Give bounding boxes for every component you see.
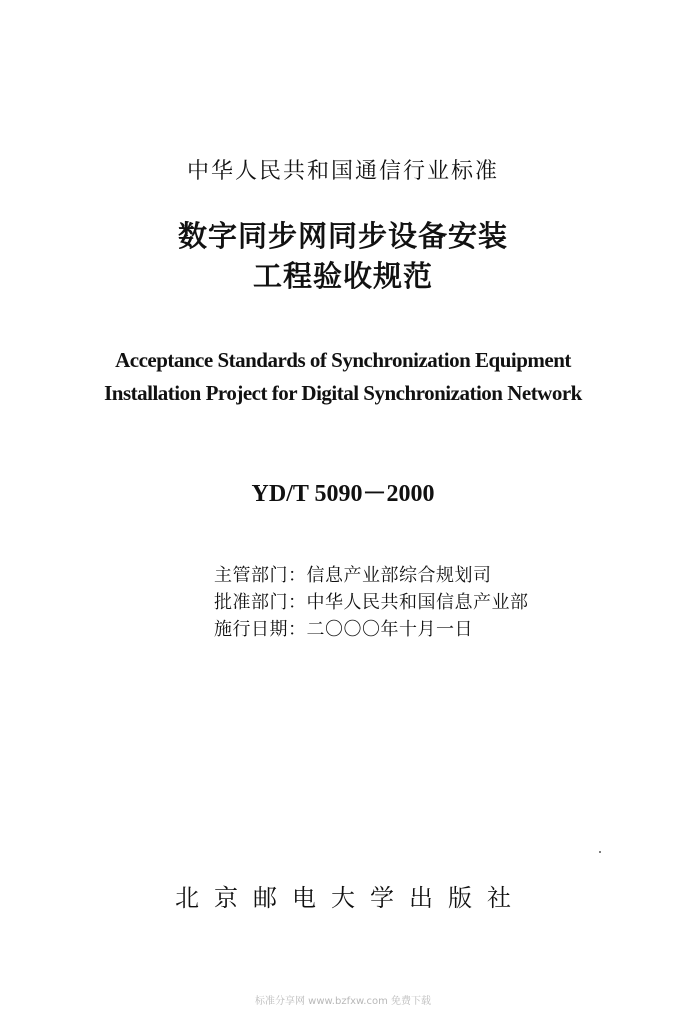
standard-number: YD/T 5090－2000 (251, 481, 435, 507)
publisher-name: 北京邮电大学出版社 (175, 884, 526, 912)
chinese-title-line-1: 数字同步网同步设备安装 (177, 219, 508, 253)
english-title-line-1: Acceptance Standards of Synchronization Equipment (115, 348, 571, 372)
english-title-line-2: Installation Project for Digital Synchronization Network (104, 381, 582, 405)
chinese-title-line-2: 工程验收规范 (252, 259, 433, 293)
industry-standard-header: 中华人民共和国通信行业标准 (186, 159, 499, 184)
site-watermark: 标准分享网 www.bzfxw.com 免费下载 (255, 996, 431, 1007)
competent-department: 主管部门：信息产业部综合规划司 (214, 565, 492, 586)
scan-speck (599, 851, 601, 853)
effective-date: 施行日期：二〇〇〇年十月一日 (214, 619, 473, 640)
issuance-info (214, 562, 634, 643)
approval-department: 批准部门：中华人民共和国信息产业部 (214, 592, 529, 613)
